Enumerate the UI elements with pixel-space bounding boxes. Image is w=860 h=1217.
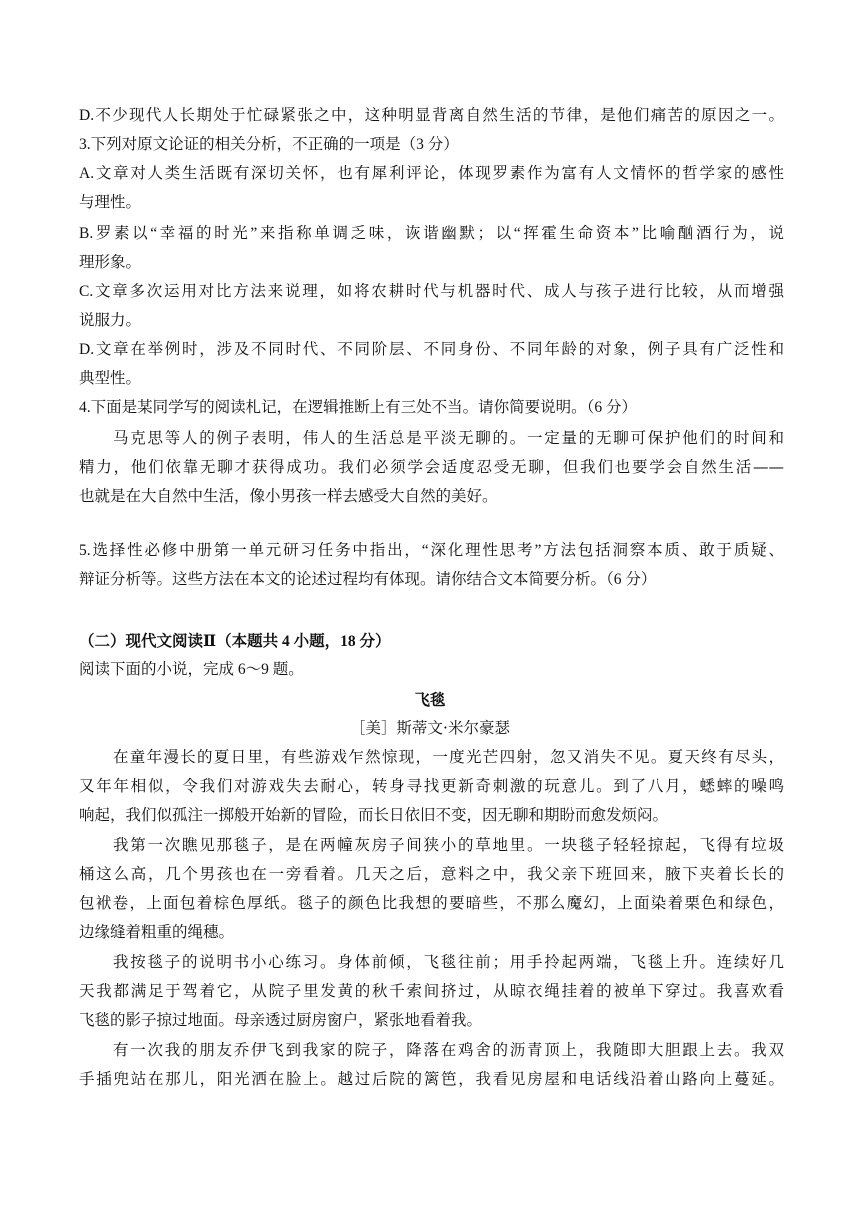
story-paragraph-4-line1: 有一次我的朋友乔伊飞到我家的院子，降落在鸡舍的沥青顶上，我随即大胆跟上去。我双 <box>113 1041 784 1059</box>
question-5-line1: 5.选择性必修中册第一单元研习任务中指出，“深化理性思考”方法包括洞察本质、敢于质疑、 <box>79 542 784 559</box>
story-paragraph-3-line3: 飞毯的影子掠过地面。母亲透过厨房窗户，紧张地看着我。 <box>79 1011 483 1029</box>
question-5-line2: 辩证分析等。这些方法在本文的论述过程均有体现。请你结合文本简要分析。（6 分） <box>79 571 657 588</box>
story-paragraph-2-line3: 包袱卷，上面包着棕色厚纸。毯子的颜色比我想的要暗些，不那么魔幻，上面染着栗色和绿色， <box>79 894 784 912</box>
option-d-q2: D.不少现代人长期处于忙碌紧张之中，这种明显背离自然生活的节律，是他们痛苦的原因之一。 <box>79 107 784 124</box>
option-b-q3-line1: B.罗素以“幸福的时光”来指称单调乏味，诙谐幽默；以“挥霍生命资本”比喻酗酒行为，说 <box>79 225 784 242</box>
section-instruction: 阅读下面的小说，完成 6～9 题。 <box>79 661 304 678</box>
story-paragraph-1-line1: 在童年漫长的夏日里，有些游戏乍然惊现，一度光芒四射，忽又消失不见。夏天终有尽头， <box>113 748 784 766</box>
story-title: 飞毯 <box>414 690 446 709</box>
question-4-stem: 4.下面是某同学写的阅读札记，在逻辑推断上有三处不当。请你简要说明。（6 分） <box>79 399 638 416</box>
story-paragraph-2-line2: 桶这么高，几个男孩也在一旁看着。几天之后，意料之中，我父亲下班回来，腋下夹着长长的 <box>79 865 784 883</box>
option-a-q3-line1: A.文章对人类生活既有深切关怀，也有犀利评论，体现罗素作为富有人文情怀的哲学家的感性 <box>79 165 784 182</box>
story-paragraph-3-line2: 天我都满足于驾着它，从院子里发黄的秋千索间挤过，从晾衣绳挂着的被单下穿过。我喜欢看 <box>79 982 784 1000</box>
story-paragraph-2-line1: 我第一次瞧见那毯子，是在两幢灰房子间狭小的草地里。一块毯子轻轻掠起，飞得有垃圾 <box>113 836 784 854</box>
option-c-q3-line1: C.文章多次运用对比方法来说理，如将农耕时代与机器时代、成人与孩子进行比较，从而增强 <box>79 283 784 300</box>
story-paragraph-4-line2: 手插兜站在那儿，阳光洒在脸上。越过后院的篱笆，我看见房屋和电话线沿着山路向上蔓延。 <box>79 1070 784 1088</box>
option-d-q3-line1: D.文章在举例时，涉及不同时代、不同阶层、不同身份、不同年龄的对象，例子具有广泛性和 <box>79 341 784 358</box>
story-paragraph-2-line4: 边缘缝着粗重的绳穗。 <box>79 923 235 941</box>
option-c-q3-line2: 说服力。 <box>79 312 142 329</box>
story-paragraph-1-line2: 又年年相似，令我们对游戏失去耐心，转身寻找更新奇刺激的玩意儿。到了八月，蟋蟀的噪鸣 <box>79 777 784 795</box>
option-b-q3-line2: 理形象。 <box>79 254 142 271</box>
story-paragraph-1-line3: 响起，我们似孤注一掷般开始新的冒险，而长日依旧不变，因无聊和期盼而愈发烦闷。 <box>79 806 669 824</box>
story-author: ［美］斯蒂文·米尔豪瑟 <box>350 719 510 737</box>
story-paragraph-3-line1: 我按毯子的说明书小心练习。身体前倾，飞毯往前；用手拎起两端，飞毯上升。连续好几 <box>113 953 784 971</box>
option-d-q3-line2: 典型性。 <box>79 370 142 387</box>
section-heading: （二）现代文阅读Ⅱ（本题共 4 小题，18 分） <box>79 633 391 650</box>
reading-note-line3: 也就是在大自然中生活，像小男孩一样去感受大自然的美好。 <box>79 487 498 505</box>
reading-note-line1: 马克思等人的例子表明，伟人的生活总是平淡无聊的。一定量的无聊可保护他们的时间和 <box>113 429 784 447</box>
question-3-stem: 3.下列对原文论证的相关分析，不正确的一项是（3 分） <box>79 136 459 153</box>
reading-note-line2: 精力，他们依靠无聊才获得成功。我们必须学会适度忍受无聊，但我们也要学会自然生活—— <box>79 458 784 476</box>
option-a-q3-line2: 与理性。 <box>79 194 142 211</box>
